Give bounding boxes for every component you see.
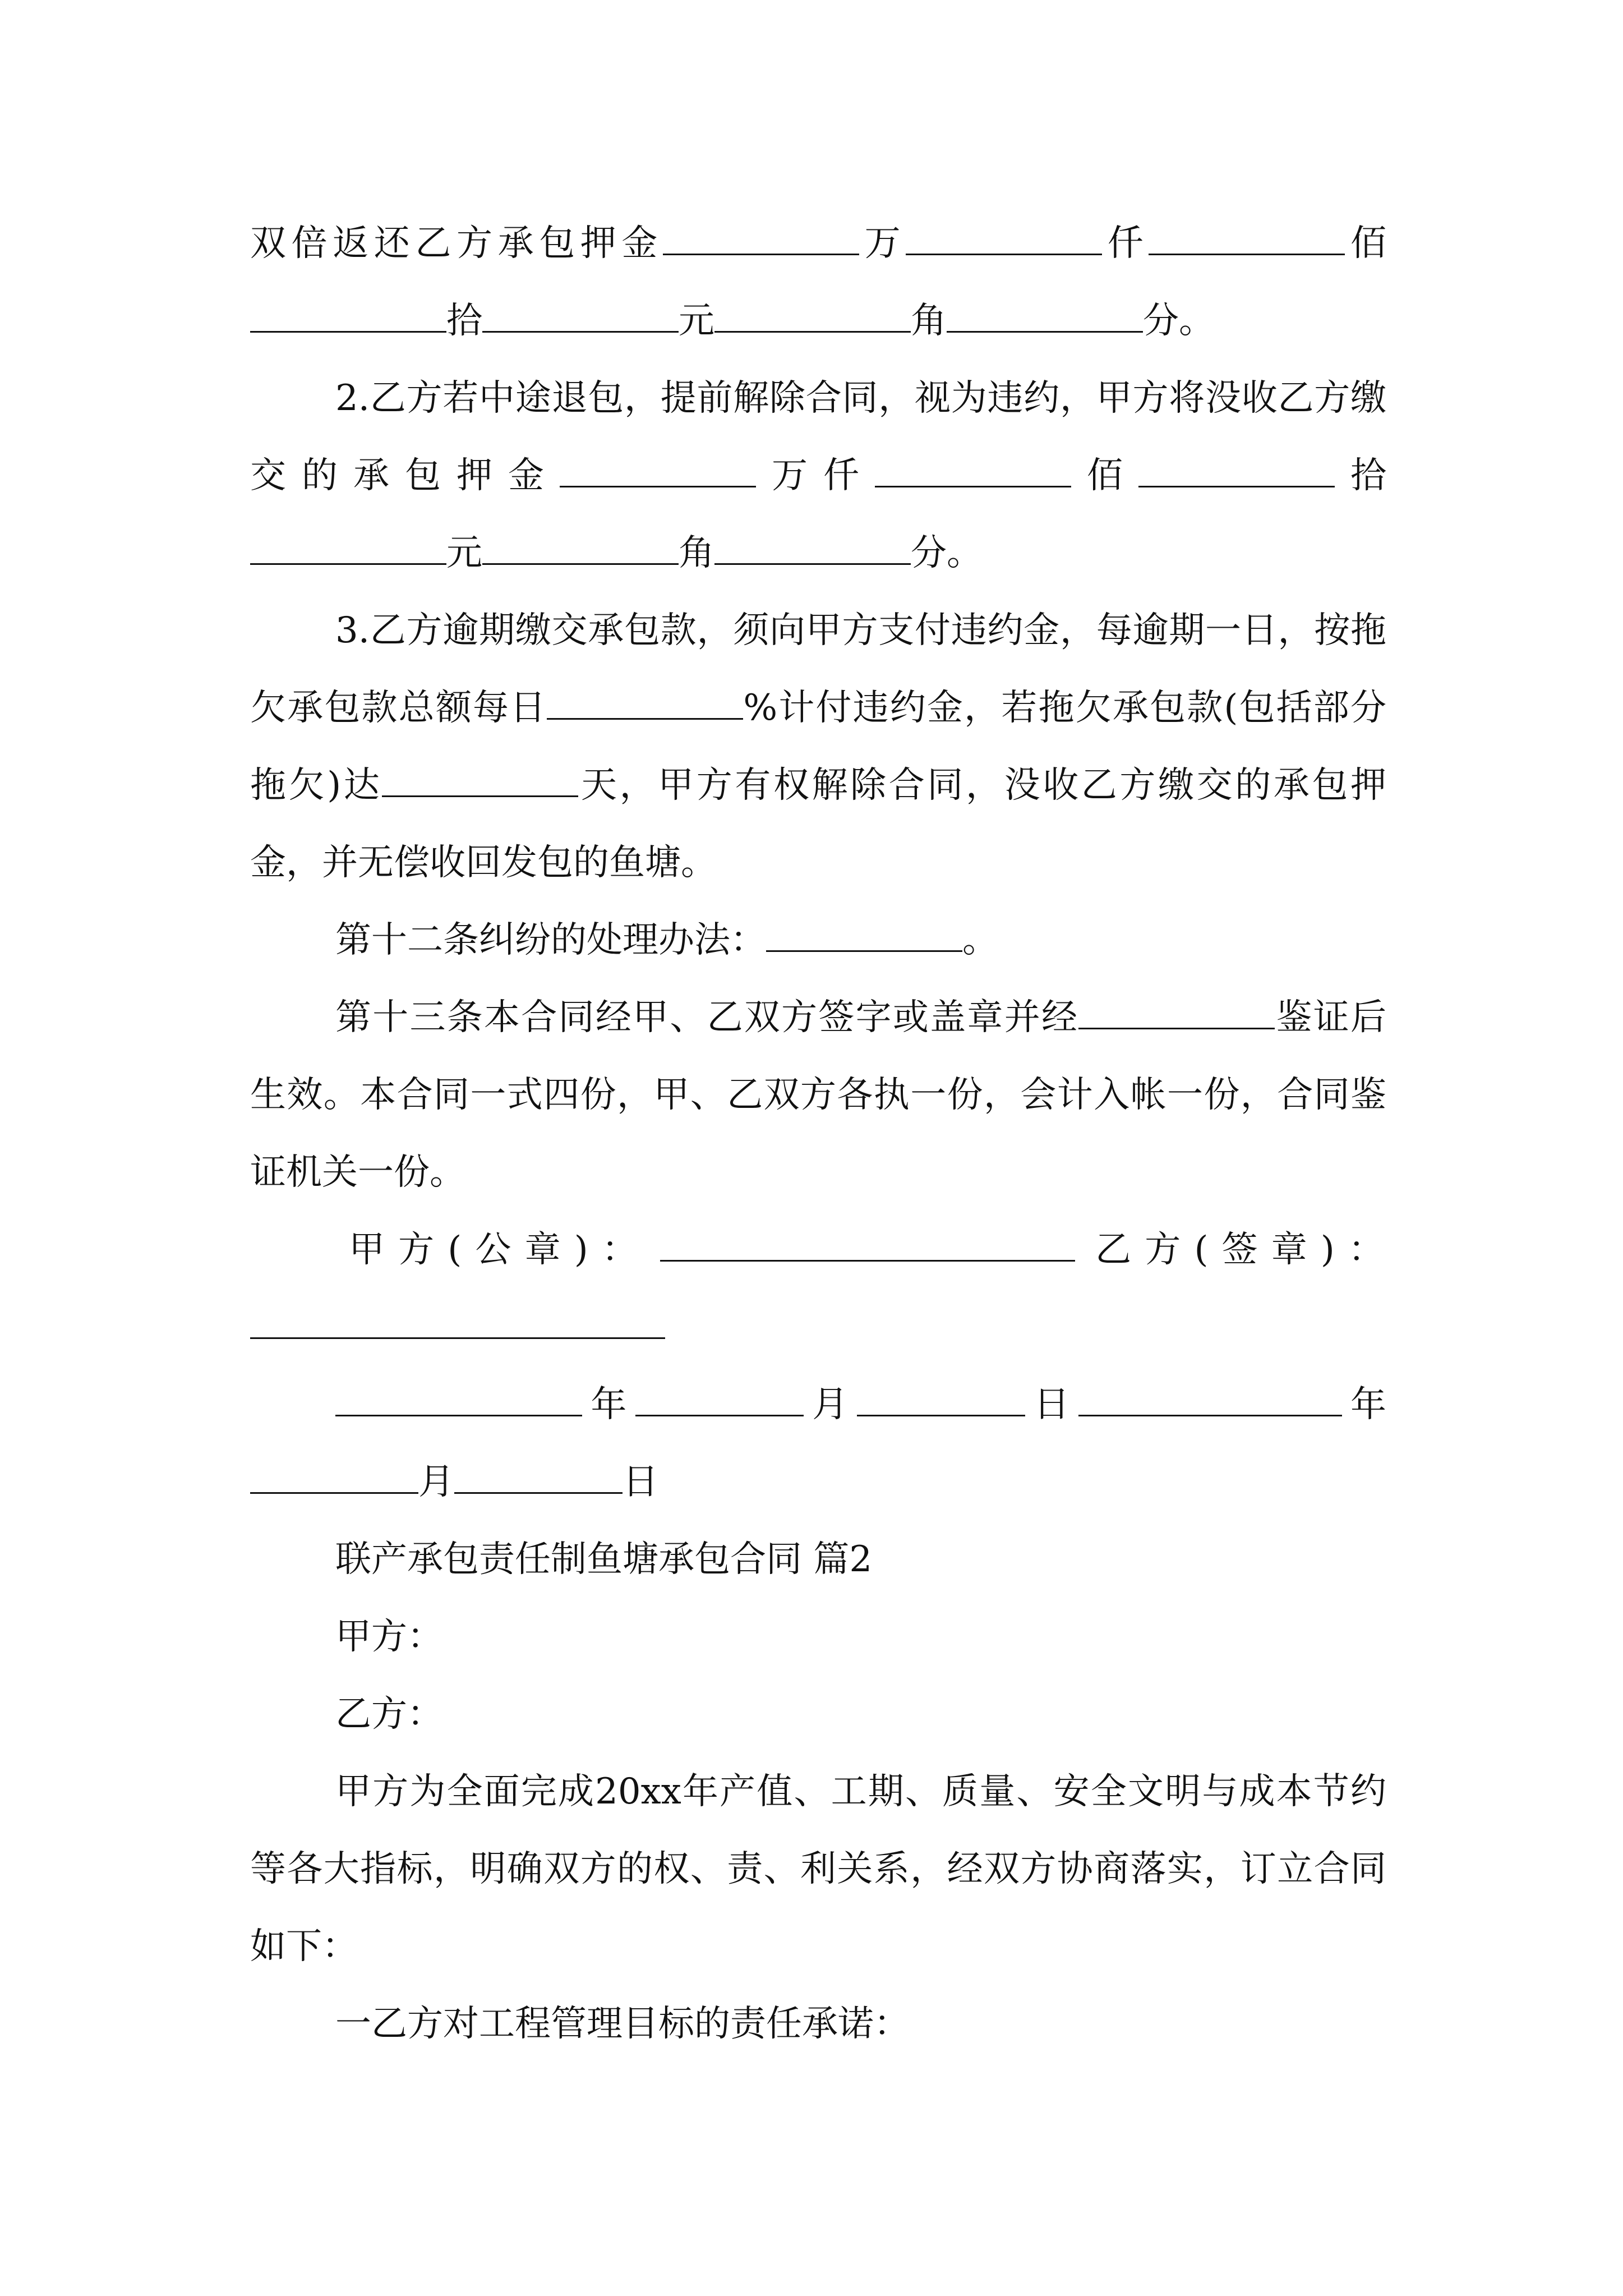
text: 万: [859, 223, 906, 264]
text: 佰: [1345, 223, 1387, 264]
text: %计付违约金，若拖欠承包款(包括部分拖欠)达: [250, 687, 1387, 806]
text: 2.乙方若中途退包，提前解除合同，视为违约，甲方将没收乙方缴交的承包押金: [250, 378, 1386, 496]
paragraph-dates: [250, 1366, 1386, 1521]
text: 年: [1341, 1384, 1387, 1425]
text: 日: [623, 1461, 658, 1503]
blank-line: [482, 302, 679, 333]
text: 双倍返还乙方承包押金: [250, 223, 663, 264]
section-title: 联产承包责任制鱼塘承包合同 篇2: [335, 1539, 873, 1580]
paragraph-item-1: 一乙方对工程管理目标的责任承诺：: [335, 2003, 910, 2045]
paragraph-deposit-double-return: [250, 205, 1386, 360]
text: 元: [679, 300, 714, 342]
blank-line: [1078, 1386, 1342, 1416]
text: 甲方(公章)：: [349, 1229, 651, 1271]
text: 鉴证后生效。本合同一式四份，甲、乙双方各执一份，会计入帐一份，合同鉴证机关一份。: [250, 997, 1387, 1193]
text: 角: [911, 300, 947, 342]
text: 佰: [1071, 455, 1138, 496]
blank-line: [1149, 225, 1345, 255]
paragraph-article-12: [250, 901, 1386, 979]
blank-line: [547, 689, 743, 720]
text: 万仟: [756, 455, 875, 496]
blank-line: [947, 302, 1143, 333]
blank-line: [482, 535, 679, 565]
paragraph-intro: 甲方为全面完成20xx年产值、工期、质量、安全文明与成本节约等各大指标，明确双方的权、责、利关系，经双方协商落实，订立合同如下：: [250, 1771, 1386, 1967]
blank-line: [663, 225, 859, 255]
blank-line: [635, 1386, 804, 1416]
text: 年: [582, 1384, 635, 1425]
text: 拾: [1335, 455, 1386, 496]
blank-line: [560, 457, 756, 487]
paragraph-article-13: [250, 979, 1386, 1211]
text: 乙方(签章)：: [1084, 1229, 1386, 1271]
text: 拾: [446, 300, 482, 342]
blank-line: [335, 1386, 582, 1416]
blank-line: [766, 922, 962, 952]
paragraph-clause-3: [250, 592, 1386, 901]
blank-line: [906, 225, 1102, 255]
blank-line: [1078, 999, 1275, 1029]
blank-line: [875, 457, 1071, 487]
text: 分。: [911, 532, 983, 574]
text: 日: [1025, 1384, 1078, 1425]
blank-line: [250, 1309, 665, 1339]
text: 。: [962, 919, 998, 961]
party-b-label: 乙方：: [335, 1694, 443, 1735]
blank-line: [660, 1231, 1075, 1262]
paragraph-signatures: [250, 1211, 1386, 1366]
blank-line: [454, 1464, 623, 1494]
document-body: [250, 205, 1386, 2063]
blank-line: [382, 767, 578, 797]
blank-line: [250, 535, 446, 565]
party-a-label: 甲方：: [335, 1616, 443, 1658]
text: 元: [446, 532, 482, 574]
text: 天，甲方有权解除合同，没收乙方缴交的承包押金，并无偿收回发包的鱼塘。: [250, 765, 1386, 884]
blank-line: [1138, 457, 1335, 487]
text: 第十二条纠纷的处理办法：: [335, 919, 766, 961]
text: 第十三条本合同经甲、乙双方签字或盖章并经: [335, 997, 1079, 1038]
text: 分。: [1143, 300, 1215, 342]
paragraph-clause-2: [250, 360, 1386, 592]
text: 仟: [1102, 223, 1149, 264]
blank-line: [714, 302, 911, 333]
text: 3.乙方逾期缴交承包款，须向甲方支付违约金，每逾期一日，按拖欠承包款总额每日: [250, 610, 1386, 729]
text: 角: [679, 532, 714, 574]
blank-line: [857, 1386, 1025, 1416]
text: 月: [803, 1384, 857, 1425]
blank-line: [250, 302, 446, 333]
text: 月: [418, 1461, 454, 1503]
blank-line: [714, 535, 911, 565]
blank-line: [250, 1464, 418, 1494]
